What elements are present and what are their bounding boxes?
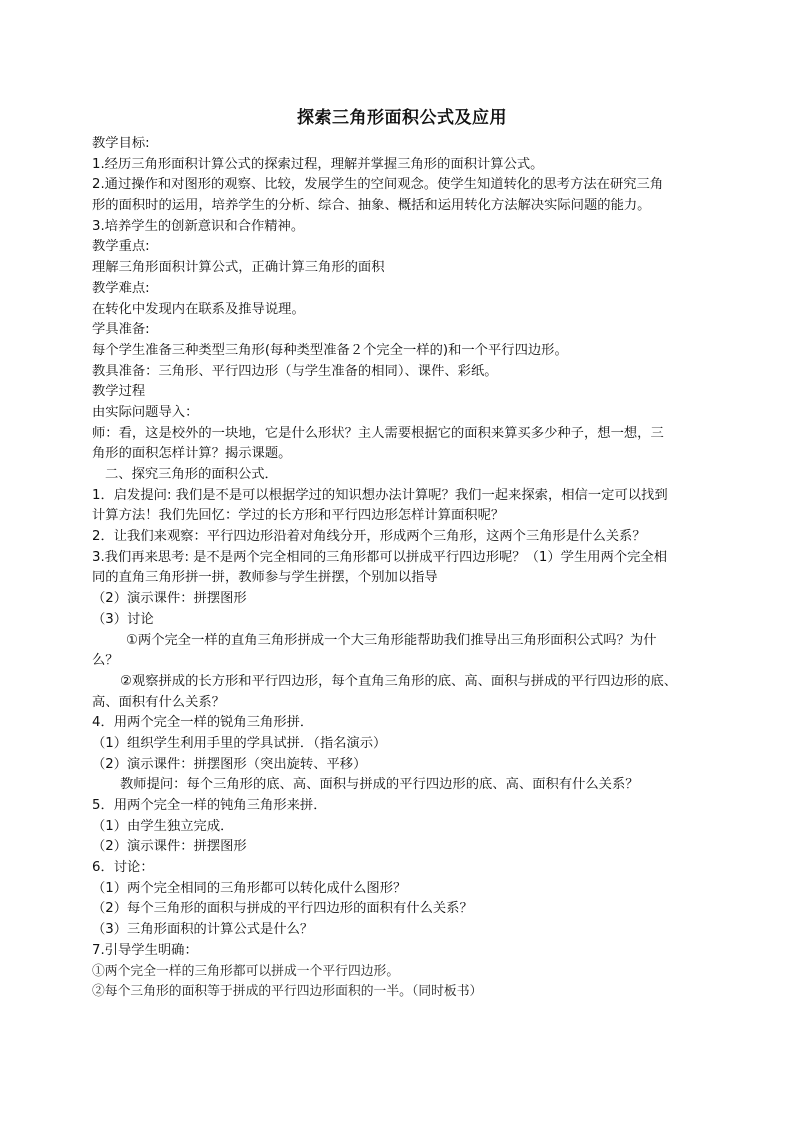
step-item: 2．让我们来观察：平行四边形沿着对角线分开，形成两个三角形，这两个三角形是什么关系？ [92, 529, 646, 545]
document-title: 探索三角形面积公式及应用 [297, 108, 507, 128]
objective-item: 1.经历三角形面积计算公式的探索过程，理解并掌握三角形的面积计算公式。 [92, 156, 544, 172]
objective-item-continued: 形的面积时的运用，培养学生的分析、综合、抽象、概括和运用转化方法解决实际问题的能力。 [92, 198, 651, 214]
sub-step-item: （2）演示课件：拼摆图形 [92, 839, 247, 855]
conclusion-item: ①两个完全一样的三角形都可以拼成一个平行四边形。 [92, 963, 400, 979]
sub-step-item: （1）两个完全相同的三角形都可以转化成什么图形？ [92, 880, 407, 896]
paragraph-line: 角形的面积怎样计算？揭示课题。 [92, 446, 292, 462]
paragraph-line: 理解三角形面积计算公式，正确计算三角形的面积 [92, 260, 385, 276]
sub-step-item: （2）演示课件：拼摆图形（突出旋转、平移） [92, 756, 367, 772]
section-heading-process: 教学过程 [92, 384, 146, 400]
sub-step-item: （2）演示课件：拼摆图形 [92, 591, 247, 607]
step-item: 6．讨论： [92, 860, 154, 876]
section-heading-key-points: 教学重点: [92, 239, 150, 255]
section-heading-explore: 二、探究三角形的面积公式． [105, 467, 278, 482]
document-body [92, 134, 712, 1003]
section-heading-difficulties: 教学难点: [92, 280, 150, 296]
conclusion-item: ②每个三角形的面积等于拼成的平行四边形面积的一半。（同时板书） [92, 984, 483, 1000]
step-item: 3.我们再来思考: 是不是两个完全相同的三角形都可以拼成平行四边形呢？（1）学生用两个完全相 [92, 549, 668, 565]
discussion-question: ①两个完全一样的直角三角形拼成一个大三角形能帮助我们推导出三角形面积公式吗？为什 [126, 632, 657, 648]
step-item: 5．用两个完全一样的钝角三角形来拼． [92, 798, 327, 813]
discussion-question-continued: 高、面积有什么关系？ [92, 694, 225, 710]
step-item-continued: 同的直角三角形拼一拼，教师参与学生拼摆，个别加以指导 [92, 570, 438, 586]
sub-step-item: （1）组织学生利用手里的学具试拼．（指名演示） [92, 735, 387, 751]
step-item: 7.引导学生明确： [92, 942, 198, 958]
paragraph-line: 在转化中发现内在联系及推导说理。 [92, 301, 305, 317]
sub-step-item: （3）讨论 [92, 611, 154, 627]
sub-step-item: （3）三角形面积的计算公式是什么？ [92, 922, 314, 938]
paragraph-line: 师：看，这是校外的一块地，它是什么形状？主人需要根据它的面积来算买多少种子，想一想，三 [92, 425, 664, 441]
discussion-question-continued: 么？ [92, 653, 119, 669]
paragraph-line: 由实际问题导入： [92, 404, 199, 420]
document-page [92, 104, 712, 1003]
discussion-question: ②观察拼成的长方形和平行四边形，每个直角三角形的底、高、面积与拼成的平行四边形的底、 [120, 673, 678, 689]
section-heading-student-materials: 学具准备: [92, 322, 150, 338]
objective-item: 2.通过操作和对图形的观察、比较，发展学生的空间观念。使学生知道转化的思考方法在研究三角 [92, 177, 664, 193]
paragraph-line: 教具准备：三角形、平行四边形（与学生准备的相同）、课件、彩纸。 [92, 363, 498, 379]
sub-step-item: （2）每个三角形的面积与拼成的平行四边形的面积有什么关系？ [92, 901, 473, 917]
step-item-continued: 计算方法！我们先回忆：学过的长方形和平行四边形怎样计算面积呢？ [92, 508, 505, 524]
sub-step-item: （1）由学生独立完成． [92, 818, 234, 834]
section-heading-objectives: 教学目标: [92, 136, 150, 151]
objective-item: 3.培养学生的创新意识和合作精神。 [92, 218, 305, 234]
teacher-question: 教师提问：每个三角形的底、高、面积与拼成的平行四边形的底、高、面积有什么关系？ [120, 777, 639, 793]
step-item: 1．启发提问: 我们是不是可以根据学过的知识想办法计算呢？我们一起来探索，相信一定可以找到 [92, 487, 668, 503]
step-item: 4．用两个完全一样的锐角三角形拼． [92, 715, 314, 731]
paragraph-line: 每个学生准备三种类型三角形(每种类型准备２个完全一样的)和一个平行四边形。 [92, 342, 568, 358]
